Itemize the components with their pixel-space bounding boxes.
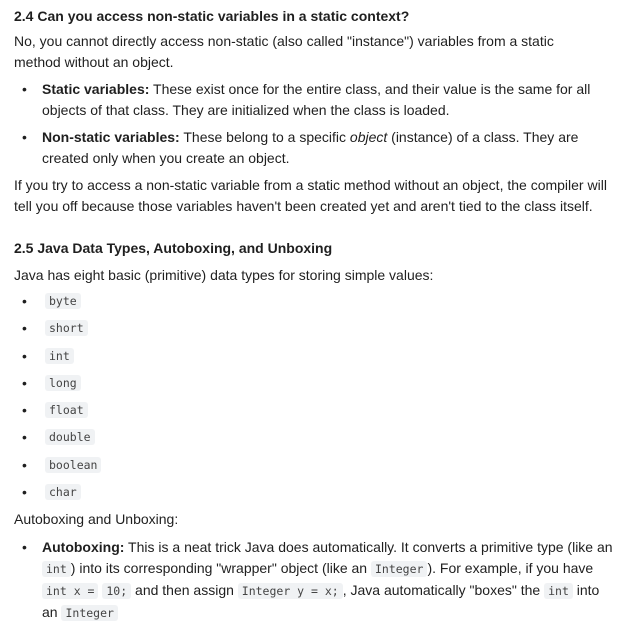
inline-code: int xyxy=(544,583,573,599)
list-item xyxy=(14,317,101,344)
autoboxing-text: , Java automatically "boxes" the xyxy=(342,582,545,598)
inline-code: Integer xyxy=(371,561,427,577)
inline-code: Integer xyxy=(61,605,117,621)
type-code: double xyxy=(45,429,95,445)
autoboxing-text: ). For example, if you have xyxy=(427,560,594,576)
list-item xyxy=(14,481,101,508)
list-item xyxy=(14,345,101,372)
autoboxing-text: This is a neat trick Java does automatically. It converts a primitive type (like an xyxy=(124,539,613,555)
emphasis-object: object xyxy=(349,129,388,145)
list-item xyxy=(14,127,614,169)
list-item xyxy=(14,537,614,624)
paragraph-outro-2-4: If you try to access a non-static variable from a static method without an object, the compiler will tell you off because those variables haven't been created yet and aren't tied to the class itself. xyxy=(14,177,607,214)
bullet-icon: • xyxy=(22,347,27,364)
bullet-icon: • xyxy=(22,81,27,97)
autoboxing-text: ) into its corresponding "wrapper" object (like an xyxy=(70,560,371,576)
inline-code: int x = xyxy=(42,583,98,599)
bullet-icon: • xyxy=(22,429,27,446)
term-non-static-variables: Non-static variables: xyxy=(42,129,180,145)
bullet-icon: • xyxy=(22,374,27,391)
bullet-list-non-static xyxy=(14,127,614,169)
subheading-autoboxing-unboxing: Autoboxing and Unboxing: xyxy=(14,511,179,527)
bullet-icon: • xyxy=(22,129,27,145)
bullet-icon: • xyxy=(22,293,27,309)
bullet-list-autoboxing xyxy=(14,537,614,624)
list-item xyxy=(14,454,101,481)
list-item xyxy=(14,372,101,399)
definition-text: These belong to a specific xyxy=(179,129,350,145)
type-code: short xyxy=(45,320,88,336)
bullet-icon: • xyxy=(22,320,27,337)
bullet-icon: • xyxy=(22,539,27,555)
type-code: float xyxy=(45,402,88,418)
type-code: byte xyxy=(45,293,81,309)
type-code: boolean xyxy=(45,457,101,473)
bullet-icon: • xyxy=(22,402,27,419)
type-code: long xyxy=(45,375,81,391)
paragraph-intro-2-4: No, you cannot directly access non-static (also called "instance") variables from a static method without an object. xyxy=(14,33,554,70)
section-heading-2-4: 2.4 Can you access non-static variables in a static context? xyxy=(14,8,410,24)
list-item xyxy=(14,426,101,453)
primitive-types-list xyxy=(14,290,101,508)
list-item xyxy=(14,79,614,121)
definition-text: These exist once for the entire class, and their value is the same for all objects of that class. They are initialized when the class is loaded. xyxy=(42,81,591,118)
paragraph-intro-2-5: Java has eight basic (primitive) data types for storing simple values: xyxy=(14,267,434,283)
section-heading-2-5: 2.5 Java Data Types, Autoboxing, and Unboxing xyxy=(14,240,333,256)
autoboxing-text: into an xyxy=(42,582,600,620)
bullet-list-static xyxy=(14,79,614,121)
definition-text: (instance) of a class. They are created only when you create an object. xyxy=(42,129,579,166)
type-code: char xyxy=(45,484,81,500)
list-item xyxy=(14,399,101,426)
bullet-icon: • xyxy=(22,456,27,473)
term-autoboxing: Autoboxing: xyxy=(42,539,125,555)
list-item xyxy=(14,290,101,317)
inline-code: int xyxy=(42,561,71,577)
inline-code: Integer y = x; xyxy=(238,583,343,599)
term-static-variables: Static variables: xyxy=(42,81,150,97)
inline-code: 10; xyxy=(102,583,131,599)
bullet-icon: • xyxy=(22,484,27,501)
autoboxing-text: and then assign xyxy=(131,582,238,598)
type-code: int xyxy=(45,348,74,364)
